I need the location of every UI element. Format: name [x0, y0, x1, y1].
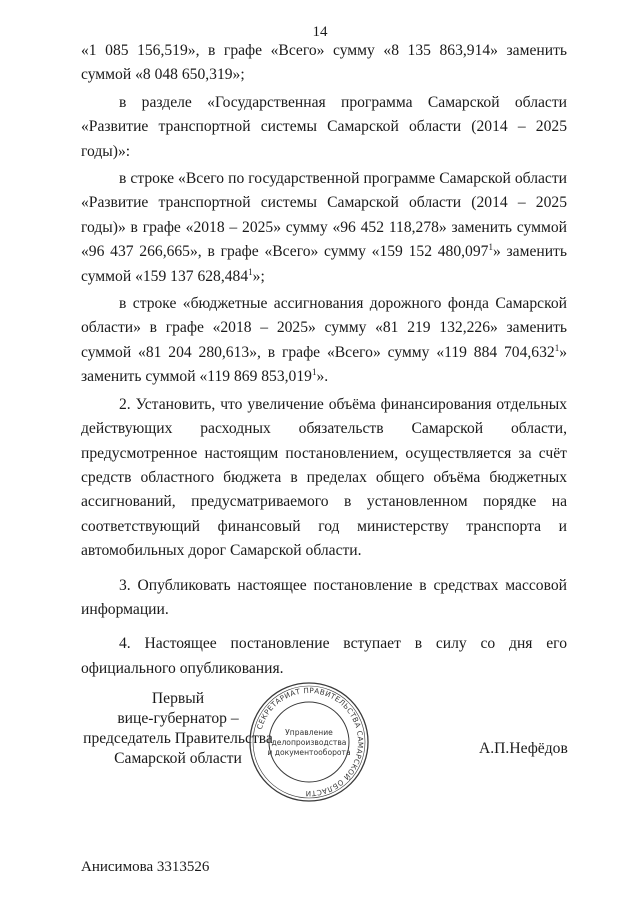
paragraph-7: 4. Настоящее постановление вступает в силу со дня его официального опубликования.	[81, 635, 567, 677]
page-number: 14	[312, 24, 328, 40]
footnote-mark: 1	[311, 367, 317, 378]
stamp-inner-line: и документооборота	[267, 748, 351, 757]
paragraph-6: 3. Опубликовать настоящее постановление в средствах массовой информации.	[81, 576, 567, 618]
paragraph-1: «1 085 156,519», в графе «Всего» сумму «8 135 863,914» заменить суммой «8 048 650,319»;	[81, 42, 567, 84]
paragraph-3: в строке «Всего по государственной программе Самарской области «Развитие транспортной системы Самарской области (2014 – 2025 годы)» в графе «2018 – 2025» сумму «96 452 118,278» заменить суммой «96 437 266,665», в графе «Всего» сумму «159 152 480,097$^1$» заменить суммой «159 137 628,484$^1$»;	[81, 170, 567, 285]
paragraph-5: 2. Установить, что увеличение объёма финансирования отдельных действующих расходных обязательств Самарской области, предусмотренное настоящим постановлением, осуществляется за счёт средств областного бюджета в пределах общего объёма бюджетных ассигнований, предусматриваемого в установленном порядке на соответствующий финансовый год министерству транспорта и автомобильных дорог Самарской области.	[81, 395, 567, 560]
executor-contact: Анисимова 3313526	[81, 859, 210, 875]
signer-title-line: председатель Правительства	[83, 730, 273, 747]
signer-title-line: вице-губернатор –	[117, 710, 239, 727]
footnote-mark: 1	[488, 242, 493, 253]
footnote-mark: 1	[554, 342, 560, 353]
signer-title-line: Первый	[151, 690, 205, 707]
signer-name: А.П.Нефёдов	[479, 740, 568, 757]
stamp-inner-line: Управление	[285, 728, 333, 737]
paragraph-2: в разделе «Государственная программа Самарской области «Развитие транспортной системы Самарской области (2014 – 2025 годы)»:	[81, 93, 567, 160]
signer-title-line: Самарской области	[114, 750, 242, 767]
paragraph-4: в строке «бюджетные ассигнования дорожного фонда Самарской области» в графе «2018 – 2025» сумму «81 219 132,226» заменить суммой «81 204 280,613», в графе «Всего» сумму «119 884 704,632$^1$» заменить суммой «119 869 853,019$^1$».	[81, 295, 567, 386]
official-stamp	[246, 679, 372, 805]
footnote-mark: 1	[248, 266, 253, 277]
document-body	[81, 39, 567, 681]
stamp-inner-line: делопроизводства	[271, 738, 347, 747]
stamp-ring-text: СЕКРЕТАРИАТ ПРАВИТЕЛЬСТВА САМАРСКОЙ ОБЛАСТИ	[254, 685, 366, 799]
